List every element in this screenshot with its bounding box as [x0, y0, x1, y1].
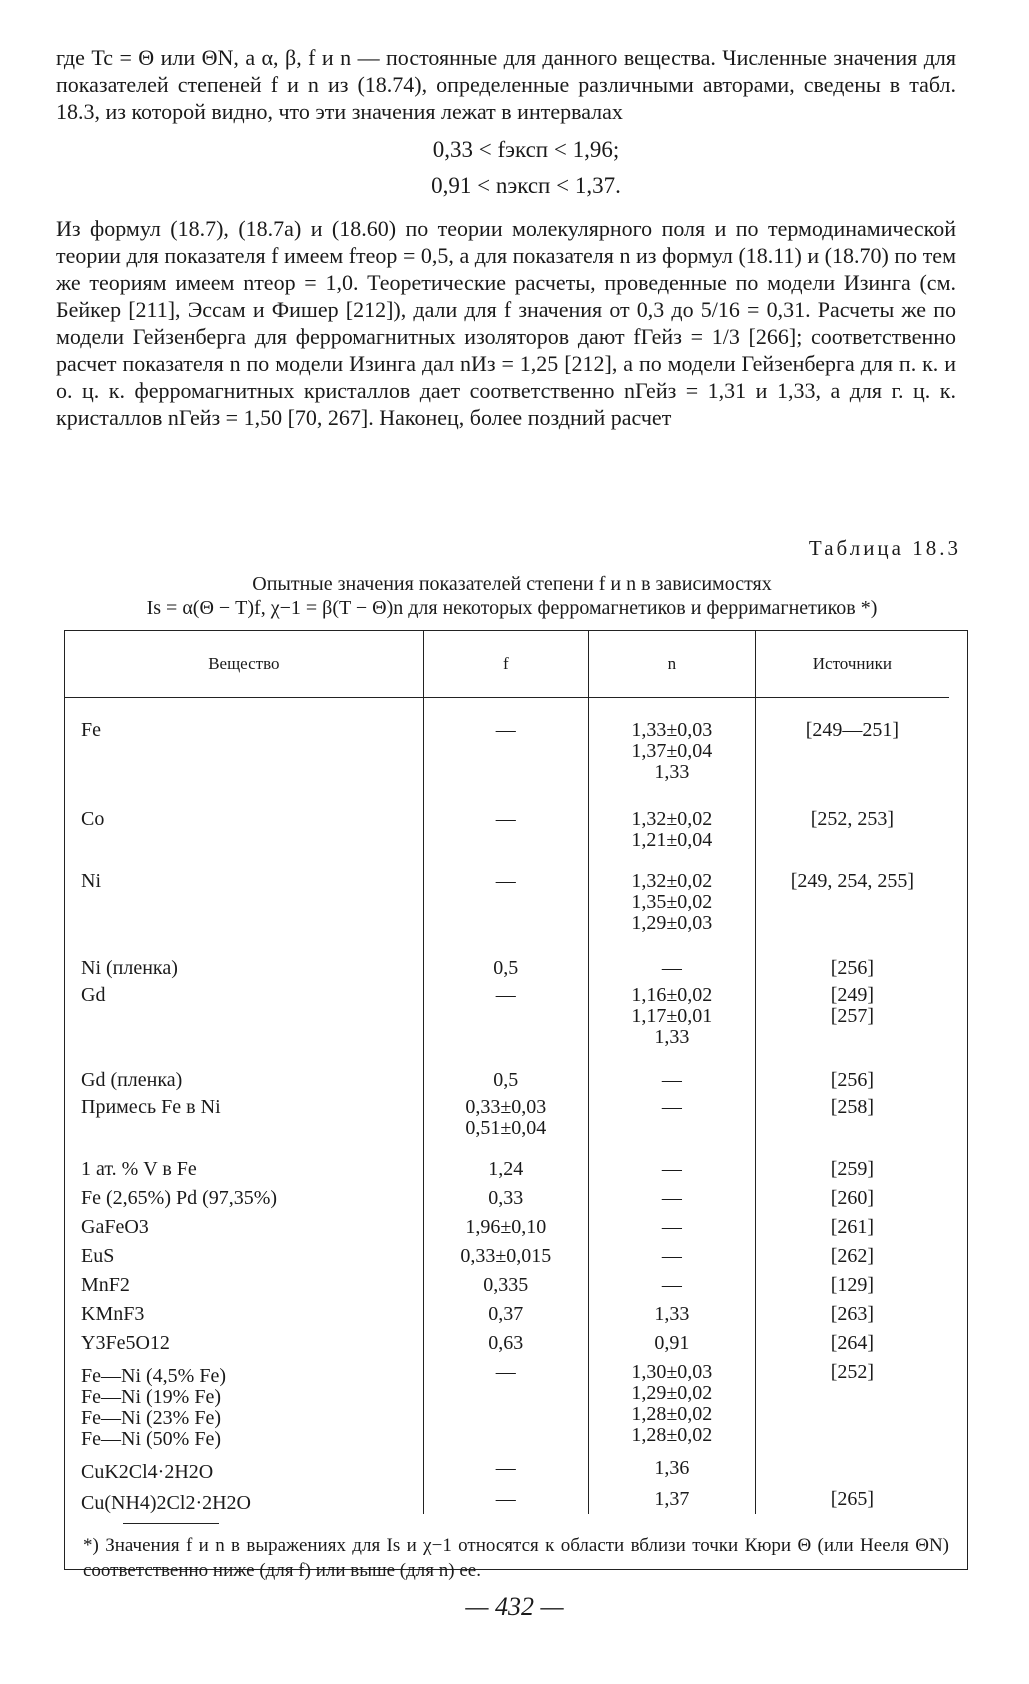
cell-substance: Примесь Fe в Ni — [65, 1091, 423, 1139]
table-number: Таблица 18.3 — [808, 536, 961, 560]
cell-source: [249—251] — [805, 719, 900, 741]
table-row — [65, 851, 949, 934]
cell-n: — — [588, 1091, 755, 1139]
cell-f: 0,5 — [423, 934, 588, 979]
cell-n: 1,16±0,02 1,17±0,01 1,33 — [588, 979, 755, 1048]
cell-substance: Y3Fe5O12 — [65, 1325, 423, 1354]
table-caption — [56, 572, 968, 620]
cell-n: — — [588, 1048, 755, 1091]
table-row — [65, 1354, 949, 1450]
inequality-f: 0,33 < fэксп < 1,96; — [432, 137, 620, 162]
table-row — [65, 1048, 949, 1091]
cell-substance: Gd — [65, 979, 423, 1048]
header-substance: Вещество — [65, 631, 423, 698]
footnote-rule — [123, 1523, 219, 1524]
cell-source: [262] — [830, 1245, 875, 1267]
cell-source: [252, 253] — [810, 808, 895, 830]
cell-f: 0,5 — [423, 1048, 588, 1091]
table-footnote: *) Значения f и n в выражениях для Is и χ−1 относятся к области вблизи точки Кюри Θ (или Нееля ΘN) соответственно ниже (для f) или выше (для n) ее. — [83, 1535, 949, 1581]
cell-n: 1,33±0,03 1,37±0,04 1,33 — [588, 698, 755, 784]
cell-f: 0,33±0,03 0,51±0,04 — [423, 1091, 588, 1139]
paragraph-2: Из формул (18.7), (18.7a) и (18.60) по теории молекулярного поля и по термодинамической теории для показателя f имеем fтеор = 0,5, а для показателя n из формул (18.11) и (18.70) по тем же теориям имеем nтеор = 1,0. Теоретические расчеты, проведенные по модели Изинга (см. Бейкер [211], Эссам и Фишер [212]), дали для f значения от 0,3 до 5/16 = 0,31. Расчеты же по модели Гейзенберга для ферромагнитных изоляторов дают fГейз = 1/3 [266]; соответственно расчет показателя n по модели Изинга дал nИз = 1,25 [212], а по модели Гейзенберга для п. к. и о. ц. к. ферромагнитных кристаллов дает соответственно nГейз = 1,31 и 1,33, а для г. ц. к. кристаллов nГейз = 1,50 [70, 267]. Наконец, более поздний расчет — [56, 216, 956, 430]
cell-source: [259] — [830, 1158, 875, 1180]
table-row — [65, 1238, 949, 1267]
cell-source: [261] — [830, 1216, 875, 1238]
table-row — [65, 934, 949, 979]
cell-substance: GaFeO3 — [65, 1209, 423, 1238]
cell-substance: EuS — [65, 1238, 423, 1267]
cell-f: — — [423, 979, 588, 1048]
table-body — [65, 698, 949, 1515]
cell-source — [755, 1450, 949, 1483]
cell-f: 0,37 — [423, 1296, 588, 1325]
header-sources: Источники — [755, 631, 949, 698]
cell-substance: CuK2Cl4·2H2O — [65, 1450, 423, 1483]
cell-substance: Ni (пленка) — [65, 934, 423, 979]
cell-source: [258] — [830, 1096, 875, 1118]
table-row — [65, 783, 949, 851]
cell-f: — — [423, 783, 588, 851]
header-f: f — [423, 631, 588, 698]
cell-n: 1,32±0,02 1,21±0,04 — [588, 783, 755, 851]
cell-source: [265] — [830, 1488, 875, 1510]
cell-n: 1,30±0,03 1,29±0,02 1,28±0,02 1,28±0,02 — [588, 1354, 755, 1450]
cell-n: — — [588, 934, 755, 979]
caption-line-2: Is = α(Θ − T)f, χ−1 = β(T − Θ)n для некоторых ферромагнетиков и ферримагнетиков *) — [146, 597, 878, 619]
cell-f: 0,33 — [423, 1180, 588, 1209]
cell-f: — — [423, 1450, 588, 1483]
table-frame — [64, 630, 968, 1581]
cell-n: 0,91 — [588, 1325, 755, 1354]
cell-source: [256] — [830, 1069, 875, 1091]
cell-substance: Co — [65, 783, 423, 851]
cell-source: [256] — [830, 957, 875, 979]
cell-n: — — [588, 1209, 755, 1238]
cell-n: — — [588, 1238, 755, 1267]
cell-substance: MnF2 — [65, 1267, 423, 1296]
cell-f: 1,96±0,10 — [423, 1209, 588, 1238]
cell-source: [263] — [830, 1303, 875, 1325]
cell-substance: KMnF3 — [65, 1296, 423, 1325]
table-row — [65, 1450, 949, 1483]
table-row — [65, 1483, 949, 1514]
cell-f: — — [423, 698, 588, 784]
paragraph-1: где Tc = Θ или ΘN, а α, β, f и n — постоянные для данного вещества. Численные значения для показателей степеней f и n из (18.74), определенные различными авторами, сведены в табл. 18.3, из которой видно, что эти значения лежат в интервалах — [56, 45, 956, 124]
page-number: — 432 — — [465, 1592, 564, 1621]
cell-f: — — [423, 851, 588, 934]
header-n: n — [588, 631, 755, 698]
table-row — [65, 1139, 949, 1180]
cell-n: — — [588, 1139, 755, 1180]
cell-n: 1,37 — [588, 1483, 755, 1514]
table-row — [65, 698, 949, 784]
cell-source: [252] — [830, 1361, 875, 1383]
cell-source: [129] — [830, 1274, 875, 1296]
cell-source: [249] [257] — [830, 984, 875, 1027]
exponents-table — [65, 631, 949, 1514]
cell-f: 1,24 — [423, 1139, 588, 1180]
table-row — [65, 1296, 949, 1325]
cell-n: 1,36 — [588, 1450, 755, 1483]
cell-substance: Gd (пленка) — [65, 1048, 423, 1091]
cell-source: [260] — [830, 1187, 875, 1209]
caption-line-1: Опытные значения показателей степени f и n в зависимостях — [252, 573, 772, 595]
cell-n: 1,32±0,02 1,35±0,02 1,29±0,03 — [588, 851, 755, 934]
cell-substance: Ni — [65, 851, 423, 934]
cell-f: 0,63 — [423, 1325, 588, 1354]
cell-substance: Cu(NH4)2Cl2·2H2O — [65, 1483, 423, 1514]
cell-f: — — [423, 1354, 588, 1450]
table-row — [65, 1209, 949, 1238]
table-row — [65, 979, 949, 1048]
cell-f: — — [423, 1483, 588, 1514]
cell-n: — — [588, 1180, 755, 1209]
cell-n: — — [588, 1267, 755, 1296]
cell-f: 0,335 — [423, 1267, 588, 1296]
cell-n: 1,33 — [588, 1296, 755, 1325]
cell-source: [264] — [830, 1332, 875, 1354]
table-row — [65, 1325, 949, 1354]
cell-substance: Fe (2,65%) Pd (97,35%) — [65, 1180, 423, 1209]
cell-substance: Fe—Ni (4,5% Fe) Fe—Ni (19% Fe) Fe—Ni (23% Fe) Fe—Ni (50% Fe) — [65, 1354, 423, 1450]
cell-source: [249, 254, 255] — [790, 870, 915, 892]
cell-substance: 1 ат. % V в Fe — [65, 1139, 423, 1180]
table-row — [65, 1091, 949, 1139]
table-row — [65, 1180, 949, 1209]
table-header-row — [65, 631, 949, 698]
cell-substance: Fe — [65, 698, 423, 784]
cell-f: 0,33±0,015 — [423, 1238, 588, 1267]
table-row — [65, 1267, 949, 1296]
intro-text — [56, 44, 956, 431]
inequality-n: 0,91 < nэксп < 1,37. — [431, 173, 621, 198]
